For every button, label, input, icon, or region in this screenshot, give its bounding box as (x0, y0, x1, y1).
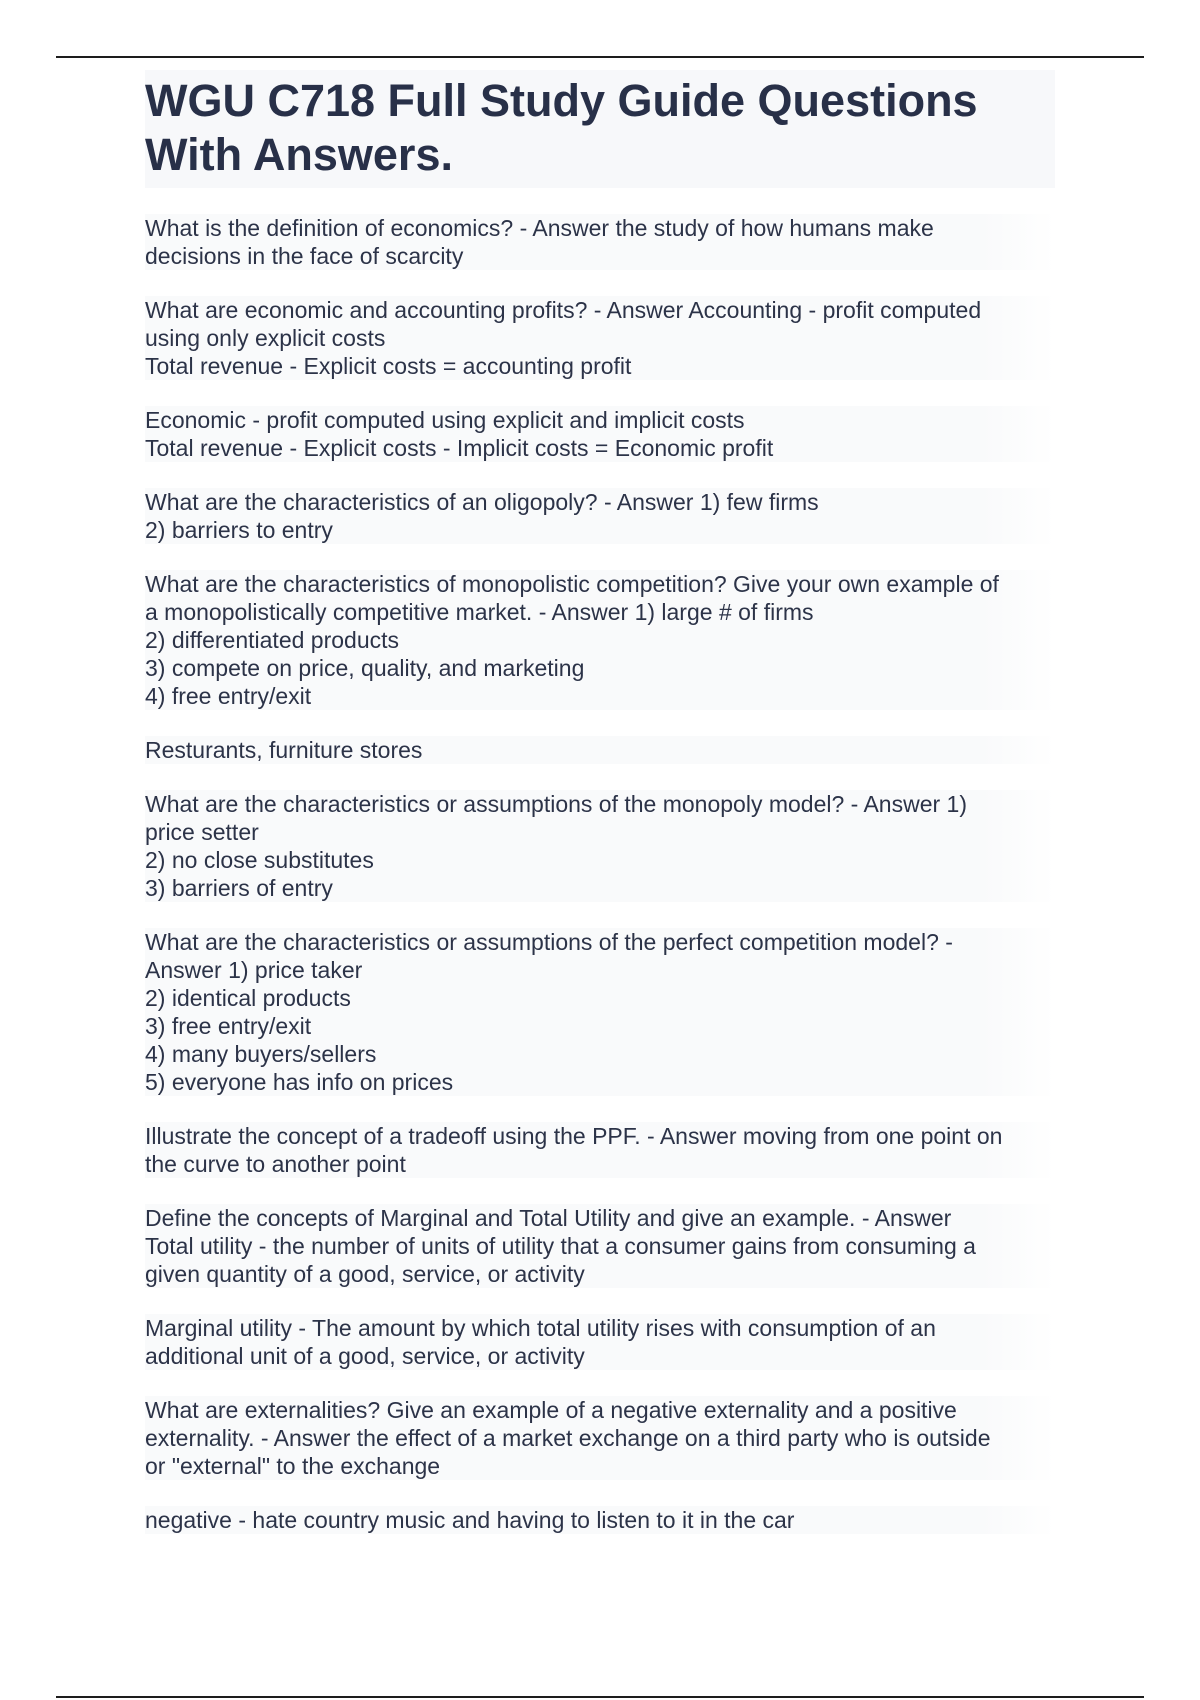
qa-paragraph (145, 570, 1055, 710)
text-line: 4) free entry/exit (145, 683, 312, 709)
text-line: price setter (145, 819, 259, 845)
text-line: 2) barriers to entry (145, 517, 333, 543)
qa-paragraph (145, 214, 1055, 270)
text-line: 4) many buyers/sellers (145, 1041, 377, 1067)
qa-paragraph (145, 736, 1055, 764)
qa-paragraph (145, 1122, 1055, 1178)
text-line: What are externalities? Give an example of a negative externality and a positive (145, 1397, 957, 1423)
title-line: With Answers. (145, 129, 453, 180)
qa-paragraph (145, 296, 1055, 380)
text-line: What are the characteristics of monopolistic competition? Give your own example of (145, 571, 999, 597)
text-line: 2) differentiated products (145, 627, 400, 653)
text-line: 3) free entry/exit (145, 1013, 312, 1039)
text-line: Economic - profit computed using explicit and implicit costs (145, 407, 745, 433)
text-line: 2) identical products (145, 985, 351, 1011)
text-line: decisions in the face of scarcity (145, 243, 464, 269)
text-line: Marginal utility - The amount by which total utility rises with consumption of an (145, 1315, 936, 1341)
text-line: given quantity of a good, service, or activity (145, 1261, 585, 1287)
text-line: Total revenue - Explicit costs - Implicit costs = Economic profit (145, 435, 774, 461)
text-line: Illustrate the concept of a tradeoff using the PPF. - Answer moving from one point on (145, 1123, 1003, 1149)
text-line: Total revenue - Explicit costs = accounting profit (145, 353, 632, 379)
top-rule (56, 56, 1144, 58)
text-line: 2) no close substitutes (145, 847, 374, 873)
text-line: externality. - Answer the effect of a market exchange on a third party who is outside (145, 1425, 991, 1451)
qa-paragraph (145, 488, 1055, 544)
text-line: Resturants, furniture stores (145, 737, 423, 763)
text-line: negative - hate country music and having to listen to it in the car (145, 1507, 795, 1533)
text-line: What is the definition of economics? - Answer the study of how humans make (145, 215, 934, 241)
text-line: or "external" to the exchange (145, 1453, 441, 1479)
qa-paragraph (145, 928, 1055, 1096)
document-title (145, 70, 1055, 188)
qa-paragraph (145, 790, 1055, 902)
qa-paragraph (145, 1204, 1055, 1288)
text-line: Total utility - the number of units of utility that a consumer gains from consuming a (145, 1233, 976, 1259)
text-line: using only explicit costs (145, 325, 386, 351)
bottom-rule (56, 1696, 1144, 1698)
title-line: WGU C718 Full Study Guide Questions (145, 75, 978, 126)
text-line: Answer 1) price taker (145, 957, 363, 983)
text-line: a monopolistically competitive market. - Answer 1) large # of firms (145, 599, 814, 625)
text-line: additional unit of a good, service, or activity (145, 1343, 585, 1369)
qa-paragraph (145, 1314, 1055, 1370)
text-line: 5) everyone has info on prices (145, 1069, 454, 1095)
qa-paragraph (145, 406, 1055, 462)
text-line: 3) compete on price, quality, and marketing (145, 655, 585, 681)
text-line: What are the characteristics or assumptions of the monopoly model? - Answer 1) (145, 791, 967, 817)
text-line: What are economic and accounting profits? - Answer Accounting - profit computed (145, 297, 982, 323)
text-line: the curve to another point (145, 1151, 406, 1177)
qa-paragraph (145, 1396, 1055, 1480)
text-line: What are the characteristics of an oligopoly? - Answer 1) few firms (145, 489, 819, 515)
text-line: 3) barriers of entry (145, 875, 333, 901)
text-line: What are the characteristics or assumptions of the perfect competition model? - (145, 929, 953, 955)
document-body (145, 70, 1055, 1560)
text-line: Define the concepts of Marginal and Total Utility and give an example. - Answer (145, 1205, 952, 1231)
qa-paragraph (145, 1506, 1055, 1534)
